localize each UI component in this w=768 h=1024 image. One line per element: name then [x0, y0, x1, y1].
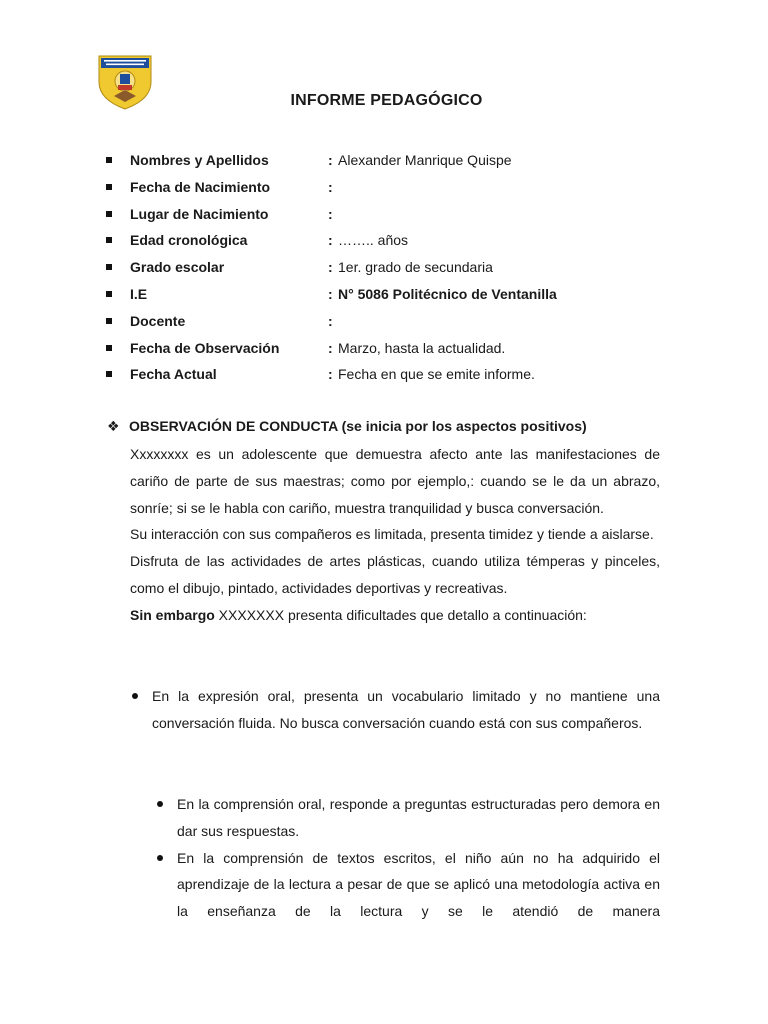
list-item-text: En la comprensión de textos escritos, el niño aún no ha adquirido el aprendizaje de la lectura a pesar de que se aplicó una metodología activa en la enseñanza de la lectura y se le atendió de manera [177, 849, 660, 920]
field-value: …….. años [338, 232, 409, 249]
field-grado [104, 256, 704, 283]
list-item-text: En la expresión oral, presenta un vocabulario limitado y no mantiene una conversación fluida. No busca conversación cuando está con sus compañeros. [152, 688, 660, 731]
square-bullet-icon [106, 157, 112, 163]
field-colon: : [328, 152, 333, 168]
field-colon: : [328, 285, 333, 302]
field-label: Grado escolar [130, 259, 225, 276]
section-heading-text: OBSERVACIÓN DE CONDUCTA (se inicia por los aspectos positivos) [129, 418, 587, 434]
list-item [155, 845, 660, 925]
field-value: Fecha en que se emite informe. [338, 366, 535, 383]
field-colon: : [328, 205, 333, 222]
paragraph: Xxxxxxxx es un adolescente que demuestra afecto ante las manifestaciones de cariño de parte de sus maestras; como por ejemplo,: cuando se le da un abrazo, sonríe; si se le habla con cariño, muestra tranquilidad y busca conversación. [130, 446, 660, 516]
field-label: Edad cronológica [130, 232, 248, 249]
page-title: INFORME PEDAGÓGICO [290, 92, 483, 109]
list-item [155, 791, 660, 845]
field-label: Nombres y Apellidos [130, 152, 269, 168]
round-bullet-icon [157, 801, 163, 807]
paragraph: Disfruta de las actividades de artes plásticas, cuando utiliza témperas y pinceles, como el dibujo, pintado, actividades deportivas y recreativas. [130, 553, 660, 596]
field-colon: : [328, 339, 333, 356]
list-item [130, 683, 660, 737]
field-label: Fecha Actual [130, 366, 217, 383]
field-lugar-nacimiento [104, 203, 704, 230]
square-bullet-icon [106, 237, 112, 243]
field-docente [104, 310, 704, 337]
field-nombres [104, 149, 704, 176]
observation-body [130, 441, 660, 629]
field-value: Alexander Manrique Quispe [338, 152, 512, 168]
field-label: I.E [130, 285, 148, 302]
field-label: Fecha de Nacimiento [130, 178, 271, 195]
field-colon: : [328, 259, 333, 276]
list-item-text: En la comprensión oral, responde a preguntas estructuradas pero demora en dar sus respuestas. [177, 796, 660, 839]
sin-embargo-text: XXXXXXX presenta dificultades que detallo a continuación: [214, 606, 587, 623]
square-bullet-icon [106, 345, 112, 351]
square-bullet-icon [106, 211, 112, 217]
field-label: Fecha de Observación [130, 339, 280, 356]
field-label: Lugar de Nacimiento [130, 205, 269, 222]
square-bullet-icon [106, 184, 112, 190]
paragraph-sin-embargo [130, 602, 660, 629]
field-colon: : [328, 178, 333, 195]
field-edad [104, 229, 704, 256]
paragraph: Su interacción con sus compañeros es limitada, presenta timidez y tiende a aislarse. [130, 526, 654, 543]
square-bullet-icon [106, 371, 112, 377]
field-colon: : [328, 312, 333, 329]
round-bullet-icon [157, 855, 163, 861]
student-info-list [104, 149, 704, 390]
field-fecha-nacimiento [104, 176, 704, 203]
field-fecha-observacion [104, 337, 704, 364]
field-colon: : [328, 366, 333, 383]
field-colon: : [328, 232, 333, 249]
square-bullet-icon [106, 264, 112, 270]
field-value: 1er. grado de secundaria [338, 259, 493, 276]
field-label: Docente [130, 312, 186, 329]
section-heading [107, 418, 587, 435]
difficulties-list [130, 683, 660, 737]
sin-embargo-bold: Sin embargo [130, 606, 215, 623]
difficulties-list-continued [155, 791, 660, 925]
field-fecha-actual [104, 363, 704, 390]
diamond-bullet-icon: ❖ [107, 418, 120, 434]
square-bullet-icon [106, 291, 112, 297]
field-value: Marzo, hasta la actualidad. [338, 339, 506, 356]
round-bullet-icon [132, 693, 138, 699]
field-value: N° 5086 Politécnico de Ventanilla [338, 285, 557, 302]
field-ie [104, 283, 704, 310]
square-bullet-icon [106, 318, 112, 324]
